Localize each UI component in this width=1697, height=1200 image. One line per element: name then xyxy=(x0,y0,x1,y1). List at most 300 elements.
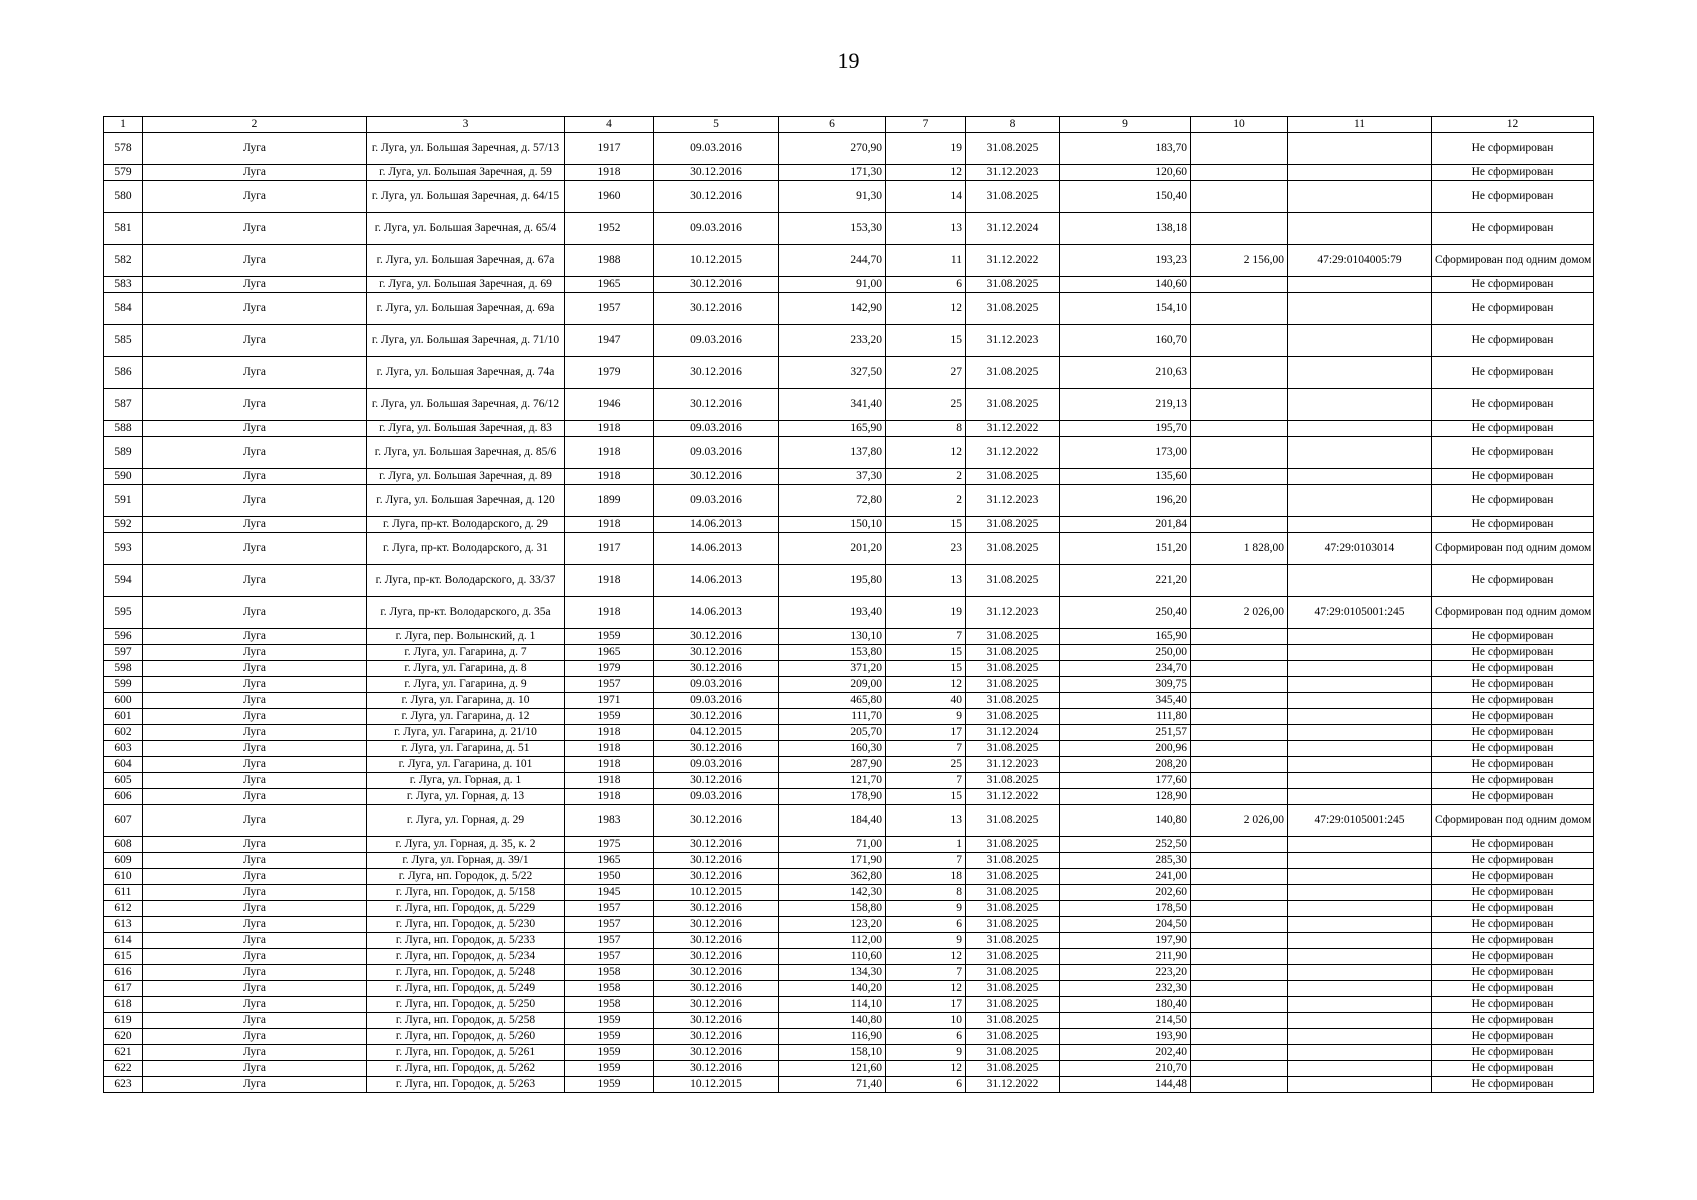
cell-row-number: 594 xyxy=(104,565,143,597)
cell-residents: 25 xyxy=(886,389,966,421)
cell-residents: 2 xyxy=(886,485,966,517)
cell-row-number: 586 xyxy=(104,357,143,389)
cell-build-year: 1957 xyxy=(565,949,654,965)
cell-cadastral-number xyxy=(1288,165,1432,181)
cell-address: г. Луга, нп. Городок, д. 5/248 xyxy=(367,965,565,981)
cell-settlement: Луга xyxy=(143,165,367,181)
table-row xyxy=(104,645,1594,661)
cell-settlement: Луга xyxy=(143,629,367,645)
cell-address: г. Луга, ул. Большая Заречная, д. 85/6 xyxy=(367,437,565,469)
cell-cost: 250,40 xyxy=(1060,597,1191,629)
cell-cost: 196,20 xyxy=(1060,485,1191,517)
cell-cadastral-number xyxy=(1288,1045,1432,1061)
cell-settlement: Луга xyxy=(143,1045,367,1061)
cell-build-year: 1918 xyxy=(565,757,654,773)
cell-area: 153,30 xyxy=(779,213,886,245)
cell-area: 244,70 xyxy=(779,245,886,277)
cell-address: г. Луга, нп. Городок, д. 5/22 xyxy=(367,869,565,885)
cell-date: 14.06.2013 xyxy=(654,533,779,565)
cell-settlement: Луга xyxy=(143,533,367,565)
cell-address: г. Луга, ул. Большая Заречная, д. 64/15 xyxy=(367,181,565,213)
cell-settlement: Луга xyxy=(143,997,367,1013)
cell-deadline-date: 31.08.2025 xyxy=(966,389,1060,421)
cell-cadastral-number xyxy=(1288,789,1432,805)
cell-cost: 135,60 xyxy=(1060,469,1191,485)
cell-settlement: Луга xyxy=(143,869,367,885)
cell-area: 91,30 xyxy=(779,181,886,213)
table-row xyxy=(104,245,1594,277)
cell-settlement: Луга xyxy=(143,437,367,469)
cell-land-status: Не сформирован xyxy=(1432,293,1594,325)
cell-area: 71,40 xyxy=(779,1077,886,1093)
cell-settlement: Луга xyxy=(143,325,367,357)
cell-land-area xyxy=(1191,293,1288,325)
cell-build-year: 1918 xyxy=(565,597,654,629)
cell-row-number: 598 xyxy=(104,661,143,677)
cell-build-year: 1959 xyxy=(565,1077,654,1093)
cell-cost: 251,57 xyxy=(1060,725,1191,741)
cell-address: г. Луга, ул. Гагарина, д. 7 xyxy=(367,645,565,661)
table-row xyxy=(104,629,1594,645)
cell-residents: 7 xyxy=(886,773,966,789)
cell-area: 142,90 xyxy=(779,293,886,325)
cell-cadastral-number xyxy=(1288,1013,1432,1029)
cell-cadastral-number xyxy=(1288,213,1432,245)
cell-row-number: 606 xyxy=(104,789,143,805)
cell-cadastral-number xyxy=(1288,917,1432,933)
table-row xyxy=(104,917,1594,933)
cell-deadline-date: 31.12.2024 xyxy=(966,213,1060,245)
cell-build-year: 1958 xyxy=(565,997,654,1013)
table-row xyxy=(104,965,1594,981)
cell-land-status: Не сформирован xyxy=(1432,869,1594,885)
cell-area: 371,20 xyxy=(779,661,886,677)
cell-land-status: Не сформирован xyxy=(1432,1045,1594,1061)
cell-build-year: 1979 xyxy=(565,661,654,677)
table-row xyxy=(104,421,1594,437)
cell-build-year: 1957 xyxy=(565,901,654,917)
cell-settlement: Луга xyxy=(143,277,367,293)
cell-row-number: 582 xyxy=(104,245,143,277)
cell-date: 09.03.2016 xyxy=(654,485,779,517)
cell-address: г. Луга, ул. Большая Заречная, д. 89 xyxy=(367,469,565,485)
cell-area: 114,10 xyxy=(779,997,886,1013)
table-row xyxy=(104,949,1594,965)
cell-cost: 193,90 xyxy=(1060,1029,1191,1045)
cell-residents: 15 xyxy=(886,645,966,661)
column-header: 8 xyxy=(966,117,1060,133)
cell-address: г. Луга, ул. Большая Заречная, д. 74а xyxy=(367,357,565,389)
cell-deadline-date: 31.08.2025 xyxy=(966,1029,1060,1045)
cell-deadline-date: 31.08.2025 xyxy=(966,933,1060,949)
cell-deadline-date: 31.08.2025 xyxy=(966,1013,1060,1029)
cell-land-area xyxy=(1191,677,1288,693)
cell-land-status: Не сформирован xyxy=(1432,965,1594,981)
cell-residents: 8 xyxy=(886,421,966,437)
cell-address: г. Луга, ул. Горная, д. 29 xyxy=(367,805,565,837)
cell-build-year: 1918 xyxy=(565,421,654,437)
cell-address: г. Луга, ул. Большая Заречная, д. 67а xyxy=(367,245,565,277)
cell-cost: 309,75 xyxy=(1060,677,1191,693)
cell-date: 30.12.2016 xyxy=(654,181,779,213)
cell-address: г. Луга, ул. Горная, д. 39/1 xyxy=(367,853,565,869)
cell-residents: 6 xyxy=(886,1077,966,1093)
cell-date: 30.12.2016 xyxy=(654,1061,779,1077)
cell-build-year: 1947 xyxy=(565,325,654,357)
cell-land-area xyxy=(1191,661,1288,677)
cell-address: г. Луга, нп. Городок, д. 5/250 xyxy=(367,997,565,1013)
cell-build-year: 1950 xyxy=(565,869,654,885)
cell-build-year: 1959 xyxy=(565,1061,654,1077)
cell-deadline-date: 31.08.2025 xyxy=(966,1061,1060,1077)
cell-residents: 11 xyxy=(886,245,966,277)
cell-row-number: 611 xyxy=(104,885,143,901)
table-row xyxy=(104,165,1594,181)
cell-build-year: 1959 xyxy=(565,1029,654,1045)
cell-cost: 200,96 xyxy=(1060,741,1191,757)
cell-cost: 160,70 xyxy=(1060,325,1191,357)
cell-area: 150,10 xyxy=(779,517,886,533)
cell-land-area xyxy=(1191,917,1288,933)
cell-residents: 13 xyxy=(886,213,966,245)
cell-land-status: Не сформирован xyxy=(1432,277,1594,293)
cell-deadline-date: 31.12.2022 xyxy=(966,1077,1060,1093)
cell-cost: 150,40 xyxy=(1060,181,1191,213)
cell-land-area: 2 026,00 xyxy=(1191,597,1288,629)
cell-land-status: Не сформирован xyxy=(1432,885,1594,901)
cell-cadastral-number xyxy=(1288,901,1432,917)
cell-land-area xyxy=(1191,629,1288,645)
cell-land-area xyxy=(1191,517,1288,533)
cell-cadastral-number xyxy=(1288,629,1432,645)
cell-cost: 197,90 xyxy=(1060,933,1191,949)
cell-land-area xyxy=(1191,1045,1288,1061)
cell-residents: 12 xyxy=(886,677,966,693)
table-row xyxy=(104,597,1594,629)
cell-row-number: 599 xyxy=(104,677,143,693)
cell-deadline-date: 31.12.2024 xyxy=(966,725,1060,741)
cell-area: 142,30 xyxy=(779,885,886,901)
cell-cost: 151,20 xyxy=(1060,533,1191,565)
cell-address: г. Луга, ул. Горная, д. 1 xyxy=(367,773,565,789)
cell-build-year: 1959 xyxy=(565,1045,654,1061)
cell-deadline-date: 31.08.2025 xyxy=(966,517,1060,533)
cell-address: г. Луга, ул. Большая Заречная, д. 59 xyxy=(367,165,565,181)
cell-land-area xyxy=(1191,757,1288,773)
cell-deadline-date: 31.08.2025 xyxy=(966,565,1060,597)
cell-land-status: Не сформирован xyxy=(1432,709,1594,725)
cell-cost: 223,20 xyxy=(1060,965,1191,981)
cell-settlement: Луга xyxy=(143,677,367,693)
column-header: 12 xyxy=(1432,117,1594,133)
cell-date: 30.12.2016 xyxy=(654,389,779,421)
table-row xyxy=(104,1029,1594,1045)
column-header: 6 xyxy=(779,117,886,133)
cell-build-year: 1918 xyxy=(565,469,654,485)
column-header: 5 xyxy=(654,117,779,133)
cell-row-number: 585 xyxy=(104,325,143,357)
cell-residents: 12 xyxy=(886,981,966,997)
cell-land-area xyxy=(1191,357,1288,389)
cell-cost: 285,30 xyxy=(1060,853,1191,869)
cell-settlement: Луга xyxy=(143,949,367,965)
cell-cost: 195,70 xyxy=(1060,421,1191,437)
cell-deadline-date: 31.08.2025 xyxy=(966,645,1060,661)
cell-date: 30.12.2016 xyxy=(654,853,779,869)
cell-residents: 19 xyxy=(886,597,966,629)
table-row xyxy=(104,853,1594,869)
cell-residents: 15 xyxy=(886,325,966,357)
cell-cadastral-number xyxy=(1288,661,1432,677)
cell-row-number: 607 xyxy=(104,805,143,837)
table-row xyxy=(104,277,1594,293)
cell-area: 71,00 xyxy=(779,837,886,853)
cell-build-year: 1918 xyxy=(565,741,654,757)
cell-cost: 173,00 xyxy=(1060,437,1191,469)
cell-land-status: Не сформирован xyxy=(1432,741,1594,757)
cell-date: 30.12.2016 xyxy=(654,933,779,949)
cell-settlement: Луга xyxy=(143,1029,367,1045)
cell-land-area xyxy=(1191,981,1288,997)
table-row xyxy=(104,837,1594,853)
cell-area: 171,30 xyxy=(779,165,886,181)
cell-residents: 1 xyxy=(886,837,966,853)
cell-land-status: Не сформирован xyxy=(1432,677,1594,693)
table-row xyxy=(104,725,1594,741)
cell-deadline-date: 31.08.2025 xyxy=(966,837,1060,853)
cell-build-year: 1975 xyxy=(565,837,654,853)
cell-date: 30.12.2016 xyxy=(654,773,779,789)
cell-settlement: Луга xyxy=(143,757,367,773)
cell-deadline-date: 31.08.2025 xyxy=(966,885,1060,901)
cell-cost: 202,60 xyxy=(1060,885,1191,901)
cell-residents: 13 xyxy=(886,565,966,597)
cell-row-number: 597 xyxy=(104,645,143,661)
cell-land-status: Не сформирован xyxy=(1432,997,1594,1013)
cell-settlement: Луга xyxy=(143,789,367,805)
cell-residents: 9 xyxy=(886,709,966,725)
cell-cost: 252,50 xyxy=(1060,837,1191,853)
cell-residents: 12 xyxy=(886,437,966,469)
cell-cadastral-number xyxy=(1288,357,1432,389)
cell-cadastral-number xyxy=(1288,1061,1432,1077)
cell-deadline-date: 31.12.2023 xyxy=(966,757,1060,773)
cell-residents: 7 xyxy=(886,629,966,645)
cell-date: 30.12.2016 xyxy=(654,949,779,965)
cell-address: г. Луга, ул. Большая Заречная, д. 120 xyxy=(367,485,565,517)
cell-address: г. Луга, пер. Волынский, д. 1 xyxy=(367,629,565,645)
cell-area: 327,50 xyxy=(779,357,886,389)
cell-cadastral-number xyxy=(1288,277,1432,293)
cell-area: 140,80 xyxy=(779,1013,886,1029)
cell-settlement: Луга xyxy=(143,933,367,949)
cell-address: г. Луга, ул. Большая Заречная, д. 71/10 xyxy=(367,325,565,357)
cell-land-area: 2 156,00 xyxy=(1191,245,1288,277)
cell-row-number: 614 xyxy=(104,933,143,949)
cell-build-year: 1971 xyxy=(565,693,654,709)
cell-cadastral-number xyxy=(1288,565,1432,597)
cell-land-status: Не сформирован xyxy=(1432,165,1594,181)
table-row xyxy=(104,981,1594,997)
cell-settlement: Луга xyxy=(143,485,367,517)
cell-build-year: 1959 xyxy=(565,709,654,725)
cell-cadastral-number xyxy=(1288,773,1432,789)
column-header: 7 xyxy=(886,117,966,133)
cell-address: г. Луга, ул. Большая Заречная, д. 65/4 xyxy=(367,213,565,245)
cell-settlement: Луга xyxy=(143,517,367,533)
cell-build-year: 1957 xyxy=(565,933,654,949)
cell-date: 09.03.2016 xyxy=(654,133,779,165)
cell-residents: 2 xyxy=(886,469,966,485)
table-row xyxy=(104,533,1594,565)
cell-build-year: 1983 xyxy=(565,805,654,837)
cell-deadline-date: 31.08.2025 xyxy=(966,181,1060,213)
cell-residents: 7 xyxy=(886,741,966,757)
cell-date: 30.12.2016 xyxy=(654,901,779,917)
cell-cost: 202,40 xyxy=(1060,1045,1191,1061)
cell-residents: 6 xyxy=(886,277,966,293)
column-header: 11 xyxy=(1288,117,1432,133)
cell-date: 09.03.2016 xyxy=(654,213,779,245)
cell-build-year: 1965 xyxy=(565,853,654,869)
cell-land-status: Не сформирован xyxy=(1432,1013,1594,1029)
cell-deadline-date: 31.08.2025 xyxy=(966,997,1060,1013)
cell-address: г. Луга, ул. Горная, д. 35, к. 2 xyxy=(367,837,565,853)
cell-land-area xyxy=(1191,869,1288,885)
cell-cadastral-number xyxy=(1288,933,1432,949)
cell-settlement: Луга xyxy=(143,853,367,869)
cell-area: 91,00 xyxy=(779,277,886,293)
table-row xyxy=(104,789,1594,805)
cell-deadline-date: 31.08.2025 xyxy=(966,357,1060,389)
cell-build-year: 1918 xyxy=(565,789,654,805)
cell-area: 130,10 xyxy=(779,629,886,645)
cell-address: г. Луга, нп. Городок, д. 5/260 xyxy=(367,1029,565,1045)
cell-cadastral-number: 47:29:0104005:79 xyxy=(1288,245,1432,277)
cell-residents: 23 xyxy=(886,533,966,565)
cell-area: 205,70 xyxy=(779,725,886,741)
cell-cost: 211,90 xyxy=(1060,949,1191,965)
cell-land-area xyxy=(1191,725,1288,741)
cell-address: г. Луга, ул. Большая Заречная, д. 69а xyxy=(367,293,565,325)
cell-deadline-date: 31.08.2025 xyxy=(966,1045,1060,1061)
cell-row-number: 620 xyxy=(104,1029,143,1045)
cell-land-area xyxy=(1191,853,1288,869)
cell-address: г. Луга, ул. Гагарина, д. 101 xyxy=(367,757,565,773)
table-row xyxy=(104,693,1594,709)
cell-land-area xyxy=(1191,965,1288,981)
cell-cost: 219,13 xyxy=(1060,389,1191,421)
cell-land-area xyxy=(1191,645,1288,661)
cell-residents: 17 xyxy=(886,997,966,1013)
cell-date: 30.12.2016 xyxy=(654,805,779,837)
cell-residents: 9 xyxy=(886,1045,966,1061)
cell-deadline-date: 31.08.2025 xyxy=(966,805,1060,837)
cell-settlement: Луга xyxy=(143,1061,367,1077)
cell-cost: 201,84 xyxy=(1060,517,1191,533)
cell-residents: 15 xyxy=(886,517,966,533)
cell-deadline-date: 31.08.2025 xyxy=(966,949,1060,965)
table-row xyxy=(104,485,1594,517)
cell-cost: 120,60 xyxy=(1060,165,1191,181)
cell-land-area xyxy=(1191,933,1288,949)
cell-settlement: Луга xyxy=(143,469,367,485)
cell-date: 30.12.2016 xyxy=(654,469,779,485)
cell-land-area xyxy=(1191,133,1288,165)
cell-land-status: Не сформирован xyxy=(1432,1029,1594,1045)
cell-cadastral-number xyxy=(1288,869,1432,885)
cell-address: г. Луга, пр-кт. Володарского, д. 31 xyxy=(367,533,565,565)
cell-cost: 204,50 xyxy=(1060,917,1191,933)
cell-area: 287,90 xyxy=(779,757,886,773)
cell-address: г. Луга, ул. Гагарина, д. 21/10 xyxy=(367,725,565,741)
table-row xyxy=(104,517,1594,533)
cell-row-number: 596 xyxy=(104,629,143,645)
cell-deadline-date: 31.08.2025 xyxy=(966,773,1060,789)
cell-cost: 144,48 xyxy=(1060,1077,1191,1093)
table-row xyxy=(104,661,1594,677)
cell-deadline-date: 31.08.2025 xyxy=(966,741,1060,757)
cell-deadline-date: 31.08.2025 xyxy=(966,661,1060,677)
cell-cadastral-number xyxy=(1288,709,1432,725)
cell-land-area xyxy=(1191,437,1288,469)
cell-land-area xyxy=(1191,165,1288,181)
cell-deadline-date: 31.08.2025 xyxy=(966,901,1060,917)
cell-land-status: Сформирован под одним домом xyxy=(1432,533,1594,565)
cell-land-status: Не сформирован xyxy=(1432,389,1594,421)
cell-land-area xyxy=(1191,325,1288,357)
cell-cadastral-number: 47:29:0105001:245 xyxy=(1288,597,1432,629)
cell-cadastral-number: 47:29:0103014 xyxy=(1288,533,1432,565)
cell-land-status: Не сформирован xyxy=(1432,757,1594,773)
cell-build-year: 1917 xyxy=(565,133,654,165)
housing-registry-table xyxy=(103,116,1594,1093)
cell-build-year: 1918 xyxy=(565,517,654,533)
cell-residents: 9 xyxy=(886,933,966,949)
cell-residents: 25 xyxy=(886,757,966,773)
cell-build-year: 1918 xyxy=(565,165,654,181)
table-row xyxy=(104,469,1594,485)
cell-row-number: 584 xyxy=(104,293,143,325)
cell-settlement: Луга xyxy=(143,245,367,277)
cell-land-area xyxy=(1191,181,1288,213)
cell-cost: 250,00 xyxy=(1060,645,1191,661)
cell-address: г. Луга, нп. Городок, д. 5/262 xyxy=(367,1061,565,1077)
cell-area: 160,30 xyxy=(779,741,886,757)
cell-date: 09.03.2016 xyxy=(654,757,779,773)
cell-residents: 8 xyxy=(886,885,966,901)
cell-residents: 9 xyxy=(886,901,966,917)
cell-cost: 210,70 xyxy=(1060,1061,1191,1077)
cell-date: 09.03.2016 xyxy=(654,693,779,709)
cell-build-year: 1959 xyxy=(565,629,654,645)
cell-land-area xyxy=(1191,789,1288,805)
cell-cadastral-number xyxy=(1288,725,1432,741)
cell-date: 30.12.2016 xyxy=(654,869,779,885)
cell-row-number: 617 xyxy=(104,981,143,997)
cell-deadline-date: 31.08.2025 xyxy=(966,869,1060,885)
cell-build-year: 1945 xyxy=(565,885,654,901)
cell-row-number: 609 xyxy=(104,853,143,869)
cell-date: 30.12.2016 xyxy=(654,741,779,757)
cell-deadline-date: 31.12.2022 xyxy=(966,245,1060,277)
cell-land-area: 2 026,00 xyxy=(1191,805,1288,837)
cell-land-status: Не сформирован xyxy=(1432,213,1594,245)
cell-land-status: Сформирован под одним домом xyxy=(1432,245,1594,277)
table-row xyxy=(104,1061,1594,1077)
column-header: 9 xyxy=(1060,117,1191,133)
cell-residents: 6 xyxy=(886,1029,966,1045)
